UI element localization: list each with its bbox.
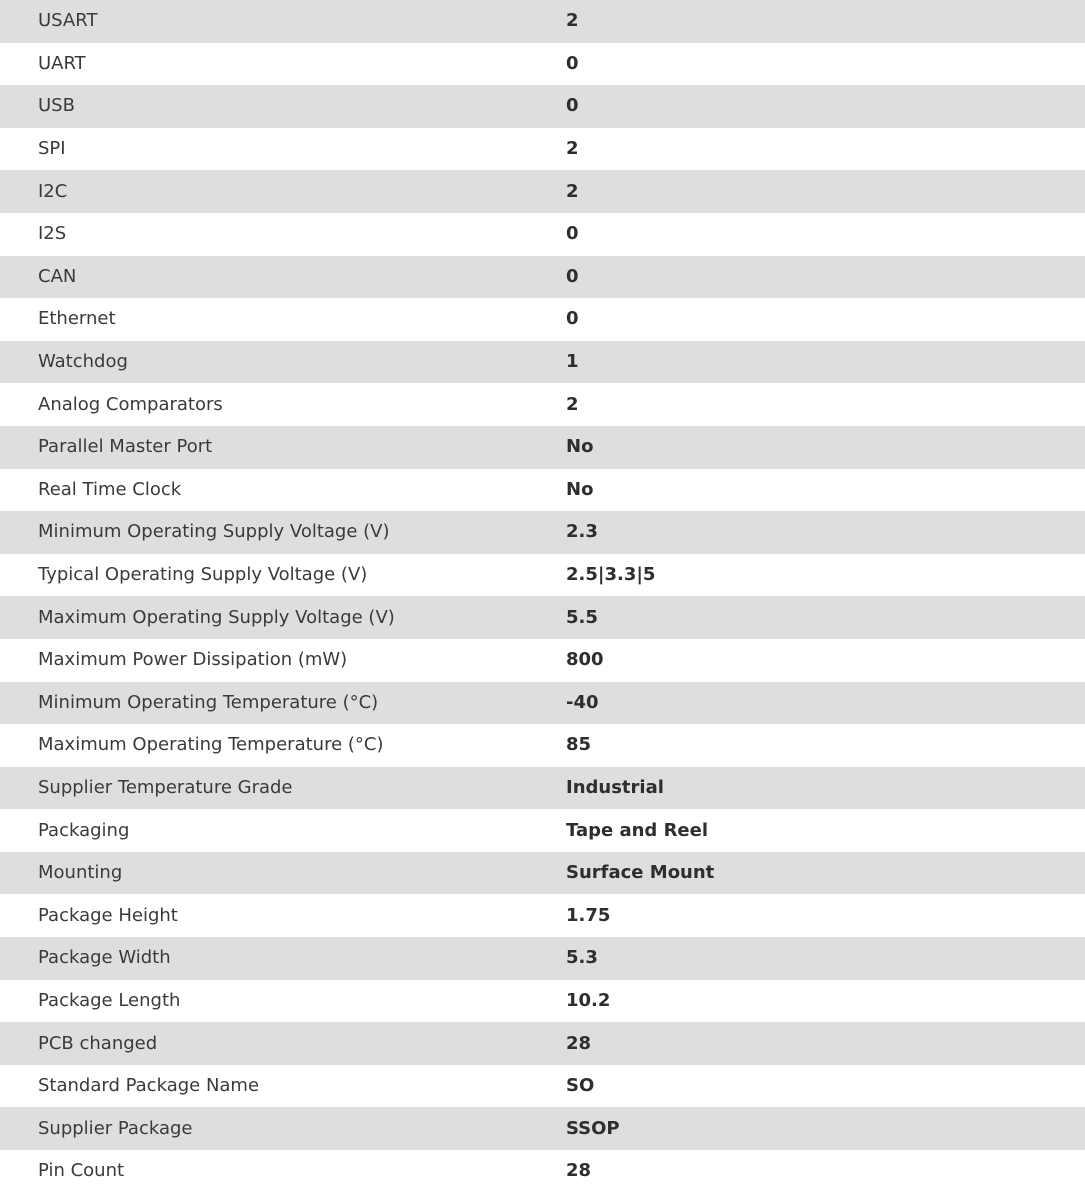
spec-value: No <box>566 436 594 458</box>
table-row <box>0 639 1085 682</box>
table-row <box>0 682 1085 725</box>
table-row <box>0 341 1085 384</box>
spec-label: Pin Count <box>38 1160 125 1182</box>
spec-label: PCB changed <box>38 1032 158 1054</box>
spec-label: I2C <box>38 180 68 202</box>
table-row <box>0 256 1085 299</box>
table-row <box>0 767 1085 810</box>
spec-value: Tape and Reel <box>566 819 709 841</box>
spec-label: USB <box>38 95 75 117</box>
table-row <box>0 1065 1085 1108</box>
table-row <box>0 724 1085 767</box>
spec-label: Typical Operating Supply Voltage (V) <box>38 564 368 586</box>
table-row <box>0 980 1085 1023</box>
spec-label: Maximum Operating Supply Voltage (V) <box>38 606 395 628</box>
table-row <box>0 298 1085 341</box>
table-row <box>0 85 1085 128</box>
spec-value: 2 <box>566 138 579 160</box>
spec-label: Mounting <box>38 862 123 884</box>
spec-value: 0 <box>566 265 579 287</box>
table-row <box>0 213 1085 256</box>
spec-label: Package Width <box>38 947 171 969</box>
spec-label: UART <box>38 52 86 74</box>
table-row <box>0 937 1085 980</box>
spec-label: Maximum Power Dissipation (mW) <box>38 649 348 671</box>
table-row <box>0 43 1085 86</box>
spec-value: 1 <box>566 351 579 373</box>
spec-value: 800 <box>566 649 604 671</box>
spec-label: Supplier Package <box>38 1117 193 1139</box>
spec-value: Industrial <box>566 776 664 798</box>
spec-value: 0 <box>566 223 579 245</box>
spec-value: -40 <box>566 691 599 713</box>
table-row <box>0 809 1085 852</box>
table-row <box>0 852 1085 895</box>
spec-label: SPI <box>38 138 66 160</box>
spec-label: Analog Comparators <box>38 393 223 415</box>
spec-label: I2S <box>38 223 67 245</box>
spec-label: USART <box>38 10 98 32</box>
spec-value: 0 <box>566 308 579 330</box>
spec-value: No <box>566 478 594 500</box>
spec-label: CAN <box>38 265 77 287</box>
spec-label: Minimum Operating Supply Voltage (V) <box>38 521 390 543</box>
table-row <box>0 1150 1085 1193</box>
table-row <box>0 554 1085 597</box>
spec-value: 2 <box>566 393 579 415</box>
spec-label: Maximum Operating Temperature (°C) <box>38 734 384 756</box>
spec-value: 2.3 <box>566 521 598 543</box>
spec-label: Ethernet <box>38 308 116 330</box>
table-row <box>0 426 1085 469</box>
table-row <box>0 596 1085 639</box>
spec-value: 28 <box>566 1160 592 1182</box>
spec-value: Surface Mount <box>566 862 715 884</box>
spec-label: Package Height <box>38 904 178 926</box>
spec-label: Package Length <box>38 989 181 1011</box>
spec-value: SO <box>566 1075 595 1097</box>
table-row <box>0 128 1085 171</box>
spec-value: 85 <box>566 734 592 756</box>
spec-value: 5.3 <box>566 947 598 969</box>
spec-label: Minimum Operating Temperature (°C) <box>38 691 379 713</box>
table-row <box>0 511 1085 554</box>
table-row <box>0 170 1085 213</box>
table-row <box>0 383 1085 426</box>
table-row <box>0 1022 1085 1065</box>
spec-value: 1.75 <box>566 904 611 926</box>
table-row <box>0 0 1085 43</box>
spec-value: 28 <box>566 1032 592 1054</box>
spec-value: 5.5 <box>566 606 598 628</box>
spec-value: 10.2 <box>566 989 611 1011</box>
spec-label: Parallel Master Port <box>38 436 213 458</box>
spec-label: Watchdog <box>38 351 128 373</box>
spec-label: Packaging <box>38 819 130 841</box>
spec-label: Real Time Clock <box>38 478 182 500</box>
table-row <box>0 1107 1085 1150</box>
table-row <box>0 469 1085 512</box>
spec-value: 0 <box>566 95 579 117</box>
spec-value: 2 <box>566 10 579 32</box>
spec-value: SSOP <box>566 1117 620 1139</box>
spec-label: Standard Package Name <box>38 1075 260 1097</box>
table-row <box>0 894 1085 937</box>
spec-label: Supplier Temperature Grade <box>38 776 293 798</box>
spec-value: 2 <box>566 180 579 202</box>
spec-value: 0 <box>566 52 579 74</box>
spec-value: 2.5|3.3|5 <box>566 564 656 586</box>
